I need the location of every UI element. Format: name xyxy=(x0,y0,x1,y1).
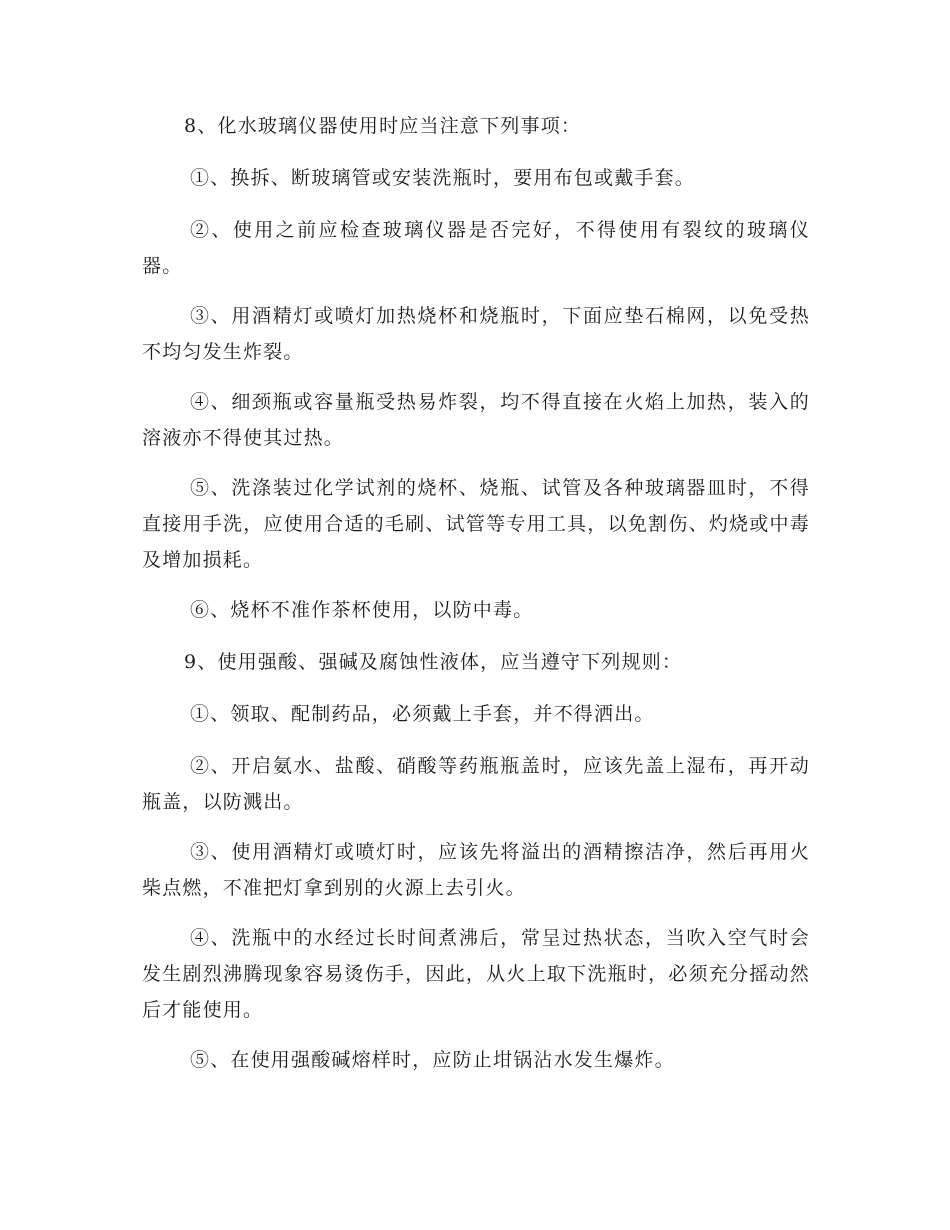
section-8-item-5: ⑤、洗涤装过化学试剂的烧杯、烧瓶、试管及各种玻璃器皿时，不得直接用手洗，应使用合适的毛刷、试管等专用工具，以免割伤、灼烧或中毒及增加损耗。 xyxy=(142,477,810,571)
section-8-item-3: ③、用酒精灯或喷灯加热烧杯和烧瓶时，下面应垫石棉网，以免受热不均匀发生炸裂。 xyxy=(142,305,810,363)
section-9-item-5: ⑤、在使用强酸碱熔样时，应防止坩锅沾水发生爆炸。 xyxy=(190,1049,675,1071)
section-9-heading: 9、使用强酸、强碱及腐蚀性液体，应当遵守下列规则： xyxy=(184,651,683,673)
section-8-item-6: ⑥、烧杯不准作茶杯使用，以防中毒。 xyxy=(190,599,534,621)
section-9-item-1: ①、领取、配制药品，必须戴上手套，并不得洒出。 xyxy=(190,703,655,725)
section-8-item-2: ②、使用之前应检查玻璃仪器是否完好，不得使用有裂纹的玻璃仪器。 xyxy=(142,219,810,277)
section-9-item-2: ②、开启氨水、盐酸、硝酸等药瓶瓶盖时，应该先盖上湿布，再开动瓶盖，以防溅出。 xyxy=(142,755,810,813)
section-8-item-4: ④、细颈瓶或容量瓶受热易炸裂，均不得直接在火焰上加热，装入的溶液亦不得使其过热。 xyxy=(142,391,810,449)
document-page xyxy=(142,108,810,1078)
section-8-heading: 8、化水玻璃仪器使用时应当注意下列事项： xyxy=(184,115,582,137)
section-8-item-1: ①、换拆、断玻璃管或安装洗瓶时，要用布包或戴手套。 xyxy=(190,167,696,189)
section-9-item-4: ④、洗瓶中的水经过长时间煮沸后，常呈过热状态，当吹入空气时会发生剧烈沸腾现象容易烫伤手，因此，从火上取下洗瓶时，必须充分摇动然后才能使用。 xyxy=(142,927,810,1021)
section-9-item-3: ③、使用酒精灯或喷灯时，应该先将溢出的酒精擦洁净，然后再用火柴点燃，不准把灯拿到别的火源上去引火。 xyxy=(142,841,810,899)
